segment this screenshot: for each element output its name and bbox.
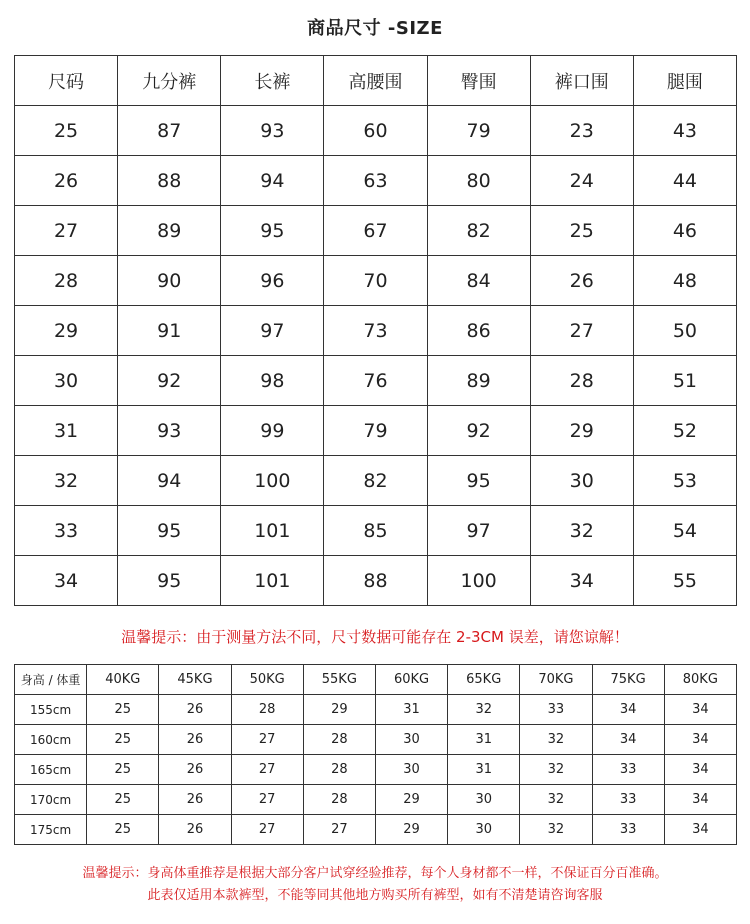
table-cell: 101 — [221, 556, 324, 606]
table-cell: 93 — [221, 106, 324, 156]
table-row — [15, 256, 737, 306]
table-cell: 98 — [221, 356, 324, 406]
table-cell: 85 — [324, 506, 427, 556]
table-row — [15, 506, 737, 556]
table-cell: 100 — [427, 556, 530, 606]
table-cell: 31 — [15, 406, 118, 456]
table-cell: 48 — [633, 256, 736, 306]
table-cell: 32 — [520, 755, 592, 785]
table-cell: 51 — [633, 356, 736, 406]
table-cell: 33 — [592, 815, 664, 845]
table-row — [15, 755, 737, 785]
table-cell: 67 — [324, 206, 427, 256]
table-cell: 26 — [159, 755, 231, 785]
table-cell: 31 — [448, 755, 520, 785]
table-cell-header: 裤口围 — [530, 56, 633, 106]
size-chart-table — [14, 55, 737, 606]
table-cell: 84 — [427, 256, 530, 306]
table-cell: 95 — [118, 556, 221, 606]
table-cell: 101 — [221, 506, 324, 556]
table-cell: 26 — [159, 725, 231, 755]
table-cell: 34 — [15, 556, 118, 606]
table-cell: 31 — [448, 725, 520, 755]
table-cell: 34 — [592, 725, 664, 755]
table-cell: 27 — [231, 815, 303, 845]
table-cell: 79 — [427, 106, 530, 156]
table-cell: 34 — [664, 695, 736, 725]
table-cell: 160cm — [15, 725, 87, 755]
table-cell-header: 高腰围 — [324, 56, 427, 106]
table-cell: 25 — [87, 755, 159, 785]
table-cell: 25 — [530, 206, 633, 256]
table-cell: 34 — [530, 556, 633, 606]
table-cell: 43 — [633, 106, 736, 156]
table-cell: 97 — [427, 506, 530, 556]
table-cell: 29 — [15, 306, 118, 356]
table-cell: 29 — [303, 695, 375, 725]
table-cell: 175cm — [15, 815, 87, 845]
table-cell: 34 — [664, 725, 736, 755]
table-cell-header: 40KG — [87, 665, 159, 695]
table-cell: 86 — [427, 306, 530, 356]
table-cell: 82 — [324, 456, 427, 506]
table-cell: 155cm — [15, 695, 87, 725]
table-cell: 52 — [633, 406, 736, 456]
table-cell: 55 — [633, 556, 736, 606]
table-cell-header: 九分裤 — [118, 56, 221, 106]
table-cell: 33 — [520, 695, 592, 725]
table-cell: 27 — [530, 306, 633, 356]
table-cell: 170cm — [15, 785, 87, 815]
table-row — [15, 406, 737, 456]
table-cell: 25 — [87, 815, 159, 845]
table-cell: 27 — [303, 815, 375, 845]
table-cell: 34 — [664, 815, 736, 845]
table-cell: 32 — [448, 695, 520, 725]
table-cell: 50 — [633, 306, 736, 356]
table-cell: 95 — [221, 206, 324, 256]
table-row — [15, 156, 737, 206]
table-row — [15, 725, 737, 755]
table-cell: 73 — [324, 306, 427, 356]
table-cell: 76 — [324, 356, 427, 406]
table-cell: 28 — [15, 256, 118, 306]
table-cell: 30 — [375, 725, 447, 755]
table-cell: 29 — [375, 815, 447, 845]
table-cell: 91 — [118, 306, 221, 356]
recommend-table-body — [15, 695, 737, 845]
table-cell: 93 — [118, 406, 221, 456]
table-cell: 89 — [118, 206, 221, 256]
table-row — [15, 785, 737, 815]
table-cell: 34 — [664, 755, 736, 785]
table-cell: 25 — [87, 785, 159, 815]
table-cell-header: 50KG — [231, 665, 303, 695]
table-cell: 88 — [324, 556, 427, 606]
table-cell-header: 身高 / 体重 — [15, 665, 87, 695]
table-cell: 25 — [15, 106, 118, 156]
table-cell: 29 — [530, 406, 633, 456]
table-cell: 26 — [159, 815, 231, 845]
scope-tip: 此表仅适用本款裤型，不能等同其他地方购买所有裤型，如有不清楚请咨询客服 — [147, 888, 603, 903]
table-cell: 28 — [231, 695, 303, 725]
recommend-table-header-row — [15, 665, 737, 695]
table-cell: 28 — [530, 356, 633, 406]
table-cell: 32 — [520, 725, 592, 755]
table-cell: 92 — [118, 356, 221, 406]
table-cell: 27 — [231, 725, 303, 755]
table-cell: 25 — [87, 725, 159, 755]
recommend-tip: 温馨提示：身高体重推荐是根据大部分客户试穿经验推荐，每个人身材都不一样，不保证百分百准确。 — [82, 866, 668, 881]
table-cell: 32 — [530, 506, 633, 556]
table-cell: 32 — [520, 815, 592, 845]
table-cell: 80 — [427, 156, 530, 206]
table-cell: 32 — [15, 456, 118, 506]
table-cell: 28 — [303, 755, 375, 785]
table-cell: 24 — [530, 156, 633, 206]
table-cell: 63 — [324, 156, 427, 206]
table-cell: 28 — [303, 725, 375, 755]
table-cell: 30 — [448, 785, 520, 815]
table-cell: 27 — [231, 755, 303, 785]
table-cell: 25 — [87, 695, 159, 725]
table-cell: 30 — [375, 755, 447, 785]
table-cell: 70 — [324, 256, 427, 306]
table-cell-header: 臀围 — [427, 56, 530, 106]
table-cell: 97 — [221, 306, 324, 356]
table-cell: 31 — [375, 695, 447, 725]
table-cell: 79 — [324, 406, 427, 456]
table-row — [15, 306, 737, 356]
table-cell: 89 — [427, 356, 530, 406]
table-cell: 96 — [221, 256, 324, 306]
table-cell-header: 腿围 — [633, 56, 736, 106]
table-row — [15, 556, 737, 606]
table-row — [15, 106, 737, 156]
table-cell: 26 — [159, 785, 231, 815]
table-cell: 32 — [520, 785, 592, 815]
table-row — [15, 206, 737, 256]
table-cell: 88 — [118, 156, 221, 206]
table-cell: 44 — [633, 156, 736, 206]
table-cell: 165cm — [15, 755, 87, 785]
table-row — [15, 456, 737, 506]
measurement-tip: 温馨提示：由于测量方法不同，尺寸数据可能存在 2-3CM 误差，请您谅解！ — [121, 628, 629, 646]
table-cell: 46 — [633, 206, 736, 256]
table-row — [15, 815, 737, 845]
size-table-header-row — [15, 56, 737, 106]
table-cell: 28 — [303, 785, 375, 815]
table-cell: 26 — [159, 695, 231, 725]
table-cell: 30 — [530, 456, 633, 506]
table-cell: 94 — [118, 456, 221, 506]
table-cell: 95 — [118, 506, 221, 556]
table-cell: 29 — [375, 785, 447, 815]
table-cell: 60 — [324, 106, 427, 156]
table-cell: 27 — [15, 206, 118, 256]
table-cell: 26 — [15, 156, 118, 206]
table-cell: 26 — [530, 256, 633, 306]
table-cell-header: 75KG — [592, 665, 664, 695]
table-cell: 54 — [633, 506, 736, 556]
table-cell: 34 — [592, 695, 664, 725]
table-cell: 27 — [231, 785, 303, 815]
table-cell-header: 80KG — [664, 665, 736, 695]
table-cell: 92 — [427, 406, 530, 456]
table-cell: 30 — [448, 815, 520, 845]
table-cell-header: 70KG — [520, 665, 592, 695]
table-cell: 23 — [530, 106, 633, 156]
table-cell-header: 55KG — [303, 665, 375, 695]
table-cell: 33 — [592, 755, 664, 785]
size-table-body — [15, 106, 737, 606]
table-cell: 34 — [664, 785, 736, 815]
table-row — [15, 356, 737, 406]
table-cell: 100 — [221, 456, 324, 506]
table-cell: 99 — [221, 406, 324, 456]
table-row — [15, 695, 737, 725]
table-cell: 53 — [633, 456, 736, 506]
table-cell: 90 — [118, 256, 221, 306]
table-cell-header: 45KG — [159, 665, 231, 695]
page-title: 商品尺寸 -SIZE — [307, 18, 443, 39]
table-cell: 33 — [592, 785, 664, 815]
table-cell: 94 — [221, 156, 324, 206]
table-cell-header: 尺码 — [15, 56, 118, 106]
table-cell-header: 长裤 — [221, 56, 324, 106]
table-cell: 30 — [15, 356, 118, 406]
table-cell-header: 65KG — [448, 665, 520, 695]
table-cell: 95 — [427, 456, 530, 506]
table-cell: 33 — [15, 506, 118, 556]
table-cell: 87 — [118, 106, 221, 156]
height-weight-recommend-table — [14, 664, 737, 845]
table-cell-header: 60KG — [375, 665, 447, 695]
table-cell: 82 — [427, 206, 530, 256]
